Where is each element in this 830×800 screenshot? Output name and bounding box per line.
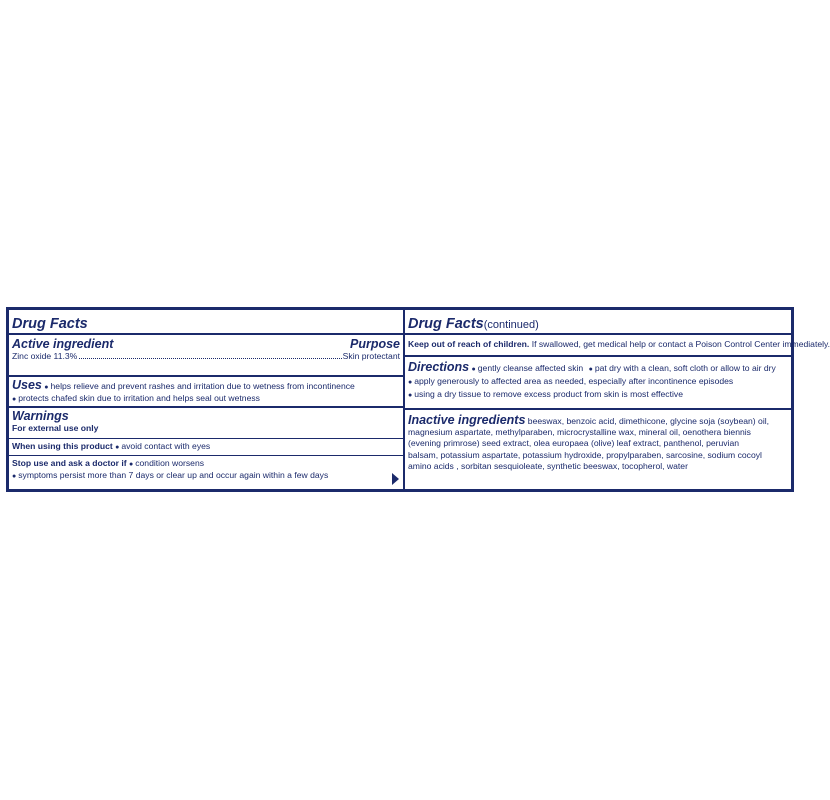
warnings-section — [12, 409, 400, 434]
keep-out-text: If swallowed, get medical help or contact a Poison Control Center immediately. — [531, 339, 830, 349]
drug-facts-continued-title: Drug Facts(continued) — [408, 316, 539, 332]
drug-facts-right-column — [405, 310, 830, 489]
ingredient-purpose: Skin protectant — [342, 351, 400, 361]
when-using-label: When using this product — [12, 441, 113, 451]
warnings-heading: Warnings — [12, 409, 69, 423]
stop-use-item: condition worsens — [135, 458, 205, 468]
divider — [405, 355, 791, 357]
bullet-icon: ● — [12, 396, 17, 403]
bullet-icon: ● — [44, 384, 49, 391]
divider — [9, 438, 403, 439]
bullet-icon: ● — [588, 366, 593, 373]
inactive-ingredients-heading: Inactive ingredients — [408, 413, 526, 427]
divider — [9, 455, 403, 456]
divider — [405, 408, 791, 410]
drug-facts-left-column — [9, 310, 403, 489]
uses-heading: Uses — [12, 378, 42, 392]
divider — [9, 333, 403, 335]
directions-item: pat dry with a clean, soft cloth or allow to air dry — [594, 363, 776, 373]
dot-leader — [79, 358, 341, 359]
purpose-heading: Purpose — [349, 337, 400, 351]
directions-item: gently cleanse affected skin — [477, 363, 584, 373]
bullet-icon: ● — [12, 473, 17, 480]
drug-facts-title: Drug Facts — [12, 316, 88, 332]
external-use-text: For external use only — [12, 423, 99, 433]
active-ingredient-section — [12, 337, 400, 362]
stop-use-section — [12, 458, 400, 482]
ingredient-name: Zinc oxide 11.3% — [12, 351, 78, 361]
bullet-icon: ● — [129, 461, 134, 468]
ingredient-row — [12, 351, 400, 362]
divider — [405, 333, 791, 335]
keep-out-label: Keep out of reach of children. — [408, 339, 530, 349]
directions-section — [408, 360, 788, 401]
bullet-icon: ● — [471, 366, 476, 373]
directions-item: apply generously to affected area as needed, especially after incontinence episodes — [414, 376, 734, 386]
uses-section — [12, 378, 400, 405]
directions-heading: Directions — [408, 360, 470, 374]
stop-use-item: symptoms persist more than 7 days or clear up and occur again within a few days — [18, 470, 329, 480]
bullet-icon: ● — [408, 392, 413, 399]
stop-use-label: Stop use and ask a doctor if — [12, 458, 127, 468]
uses-item: protects chafed skin due to irritation and helps seal out wetness — [18, 393, 260, 403]
active-ingredient-heading: Active ingredient — [12, 337, 114, 351]
drug-facts-panel — [6, 307, 830, 492]
inactive-ingredients-section — [408, 413, 771, 472]
when-using-section — [12, 441, 400, 453]
continue-arrow-icon — [392, 473, 399, 485]
when-using-item: avoid contact with eyes — [121, 441, 211, 451]
keep-out-section — [408, 339, 830, 350]
bullet-icon: ● — [408, 379, 413, 386]
uses-item: helps relieve and prevent rashes and irritation due to wetness from incontinence — [50, 381, 355, 391]
directions-item: using a dry tissue to remove excess product from skin is most effective — [414, 389, 683, 399]
divider — [9, 375, 403, 377]
inactive-ingredients-text: beeswax, benzoic acid, dimethicone, glycine soja (soybean) oil, magnesium aspartate, methylparaben, microcrystalline wax, mineral oil, oenothera biennis (evening primrose) seed extract, olea europaea (olive) leaf extract, panthenol, peruvian balsam, potassium aspartate, potassium hydroxide, propylparaben, sarcosine, sodium cocoyl amino acids , sorbitan sesquioleate, synthetic beeswax, tocopherol, water — [408, 416, 770, 471]
divider — [9, 406, 403, 408]
bullet-icon: ● — [115, 444, 120, 451]
